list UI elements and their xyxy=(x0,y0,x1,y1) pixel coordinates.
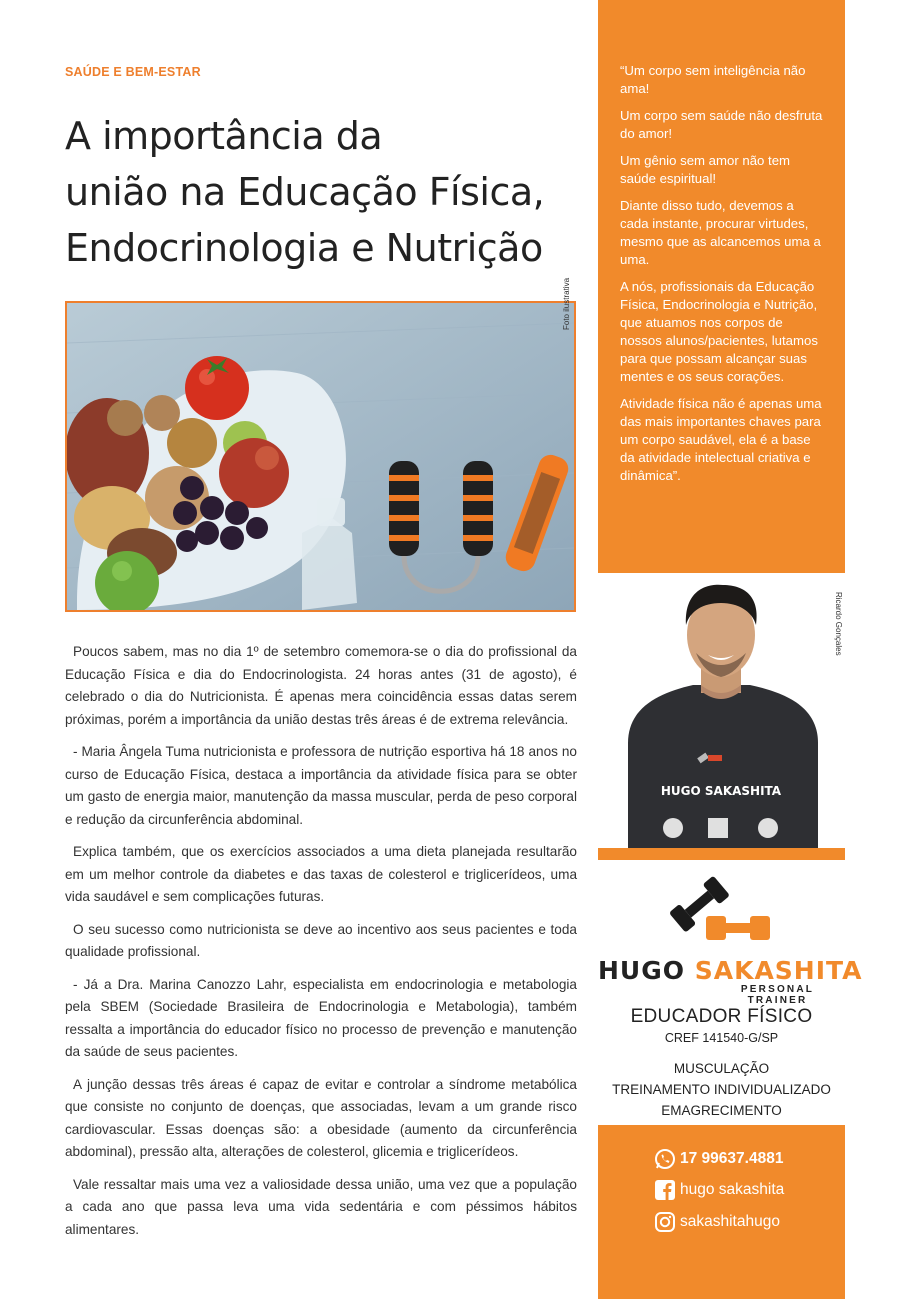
phone-number: 17 99637.4881 xyxy=(680,1150,784,1167)
quote-text xyxy=(620,62,825,494)
facebook-icon xyxy=(654,1179,676,1201)
body-paragraph: - Maria Ângela Tuma nutricionista e professora de nutrição esportiva há 18 anos no curso de Educação Física, destaca a importância da atividade física para se obter um gasto de energia maior, manutenção da massa muscular, perda de peso corporal e redução da circunferência abdominal. xyxy=(65,744,577,827)
quote-paragraph: Um corpo sem saúde não desfruta do amor! xyxy=(620,108,823,141)
body-paragraph: O seu sucesso como nutricionista se deve ao incentivo aos seus pacientes e toda qualidade profissional. xyxy=(65,921,577,959)
article-body xyxy=(65,641,577,1251)
portrait-credit: Ricardo Gonçales xyxy=(834,592,843,656)
services-list xyxy=(598,1058,845,1121)
service-item: MUSCULAÇÃO xyxy=(673,1061,770,1076)
instagram-icon xyxy=(654,1211,676,1233)
brand-second: SAKASHITA xyxy=(694,956,863,985)
title-line-1: A importância da xyxy=(65,114,383,158)
brand-name xyxy=(598,956,863,985)
trainer-role: EDUCADOR FÍSICO xyxy=(630,1006,813,1027)
facebook-handle: hugo sakashita xyxy=(680,1181,785,1198)
body-paragraph: Vale ressaltar mais uma vez a valiosidade dessa união, uma vez que a população a cada ano que passa leva uma vida sedentária e com péssimos hábitos alimentares. xyxy=(65,1176,577,1237)
body-paragraph: Explica também, que os exercícios associados a uma dieta planejada resultarão em um melhor controle da diabetes e das taxas de colesterol e triglicerídeos, uma vida saudável e sem complicações futuras. xyxy=(65,844,577,904)
quote-paragraph: Atividade física não é apenas uma das mais importantes chaves para um corpo saudável, ela é a base da atividade intelectual criativa e dinâmica”. xyxy=(620,396,822,483)
service-item: TREINAMENTO INDIVIDUALIZADO xyxy=(612,1082,831,1097)
instagram-handle: sakashitahugo xyxy=(680,1213,780,1230)
photo-credit: Foto ilustrativa xyxy=(562,277,571,330)
article-photo xyxy=(65,301,576,612)
quote-paragraph: Diante disso tudo, devemos a cada instante, procurar virtudes, mesmo que as alcancemos uma a uma. xyxy=(620,198,821,267)
quote-paragraph: Um gênio sem amor não tem saúde espiritual! xyxy=(620,153,791,186)
trainer-ad xyxy=(598,860,863,1125)
quote-box xyxy=(598,0,845,573)
contact-phone[interactable] xyxy=(654,1148,783,1170)
contact-facebook[interactable] xyxy=(654,1179,784,1201)
body-paragraph: A junção dessas três áreas é capaz de evitar e controlar a síndrome metabólica que consiste no conjunto de doenças, que associadas, levam a um grande risco cardiovascular. Essas doenças são: a obesidade (aumento da circunferência abdominal), pressão alta, alterações de colesterol, glicemia e triglicerídeos. xyxy=(65,1076,577,1159)
section-kicker: SAÚDE E BEM-ESTAR xyxy=(65,65,201,79)
shirt-logo-text: HUGO SAKASHITA xyxy=(660,784,782,798)
whatsapp-icon xyxy=(654,1148,676,1170)
quote-paragraph: “Um corpo sem inteligência não ama! xyxy=(620,63,806,96)
contact-box xyxy=(598,1125,845,1299)
body-paragraph: - Já a Dra. Marina Canozzo Lahr, especialista em endocrinologia e metabologia pela SBEM (Sociedade Brasileira de Endocrinologia e Metabologia), também ressalta a importância do educador físico no processo de prevenção e manutenção da saúde de seus pacientes. xyxy=(65,976,577,1059)
title-line-2: união na Educação Física, xyxy=(65,170,545,214)
portrait-bar xyxy=(598,848,845,860)
dumbbell-logo-icon xyxy=(666,872,776,944)
trainer-portrait xyxy=(598,573,845,848)
brand-subtitle: PERSONAL TRAINER xyxy=(740,984,815,1006)
brand-first: HUGO xyxy=(598,956,685,985)
title-line-3: Endocrinologia e Nutrição xyxy=(65,226,543,270)
trainer-cref: CREF 141540-G/SP xyxy=(664,1031,779,1045)
service-item: EMAGRECIMENTO xyxy=(661,1103,782,1118)
body-paragraph: Poucos sabem, mas no dia 1º de setembro comemora-se o dia do profissional da Educação Física e dia do Endocrinologista. 24 horas antes (31 de agosto), é celebrado o dia do Nutricionista. É apenas mera coincidência essas datas serem próximas, porém a importância da união destas três áreas é de extrema relevância. xyxy=(65,644,577,727)
quote-paragraph: A nós, profissionais da Educação Física, Endocrinologia e Nutrição, que atuamos nos corpos de nossos alunos/pacientes, lutamos para que possam alcançar suas mentes e os seus corações. xyxy=(620,279,818,384)
article-title xyxy=(65,108,595,276)
contact-instagram[interactable] xyxy=(654,1211,780,1233)
